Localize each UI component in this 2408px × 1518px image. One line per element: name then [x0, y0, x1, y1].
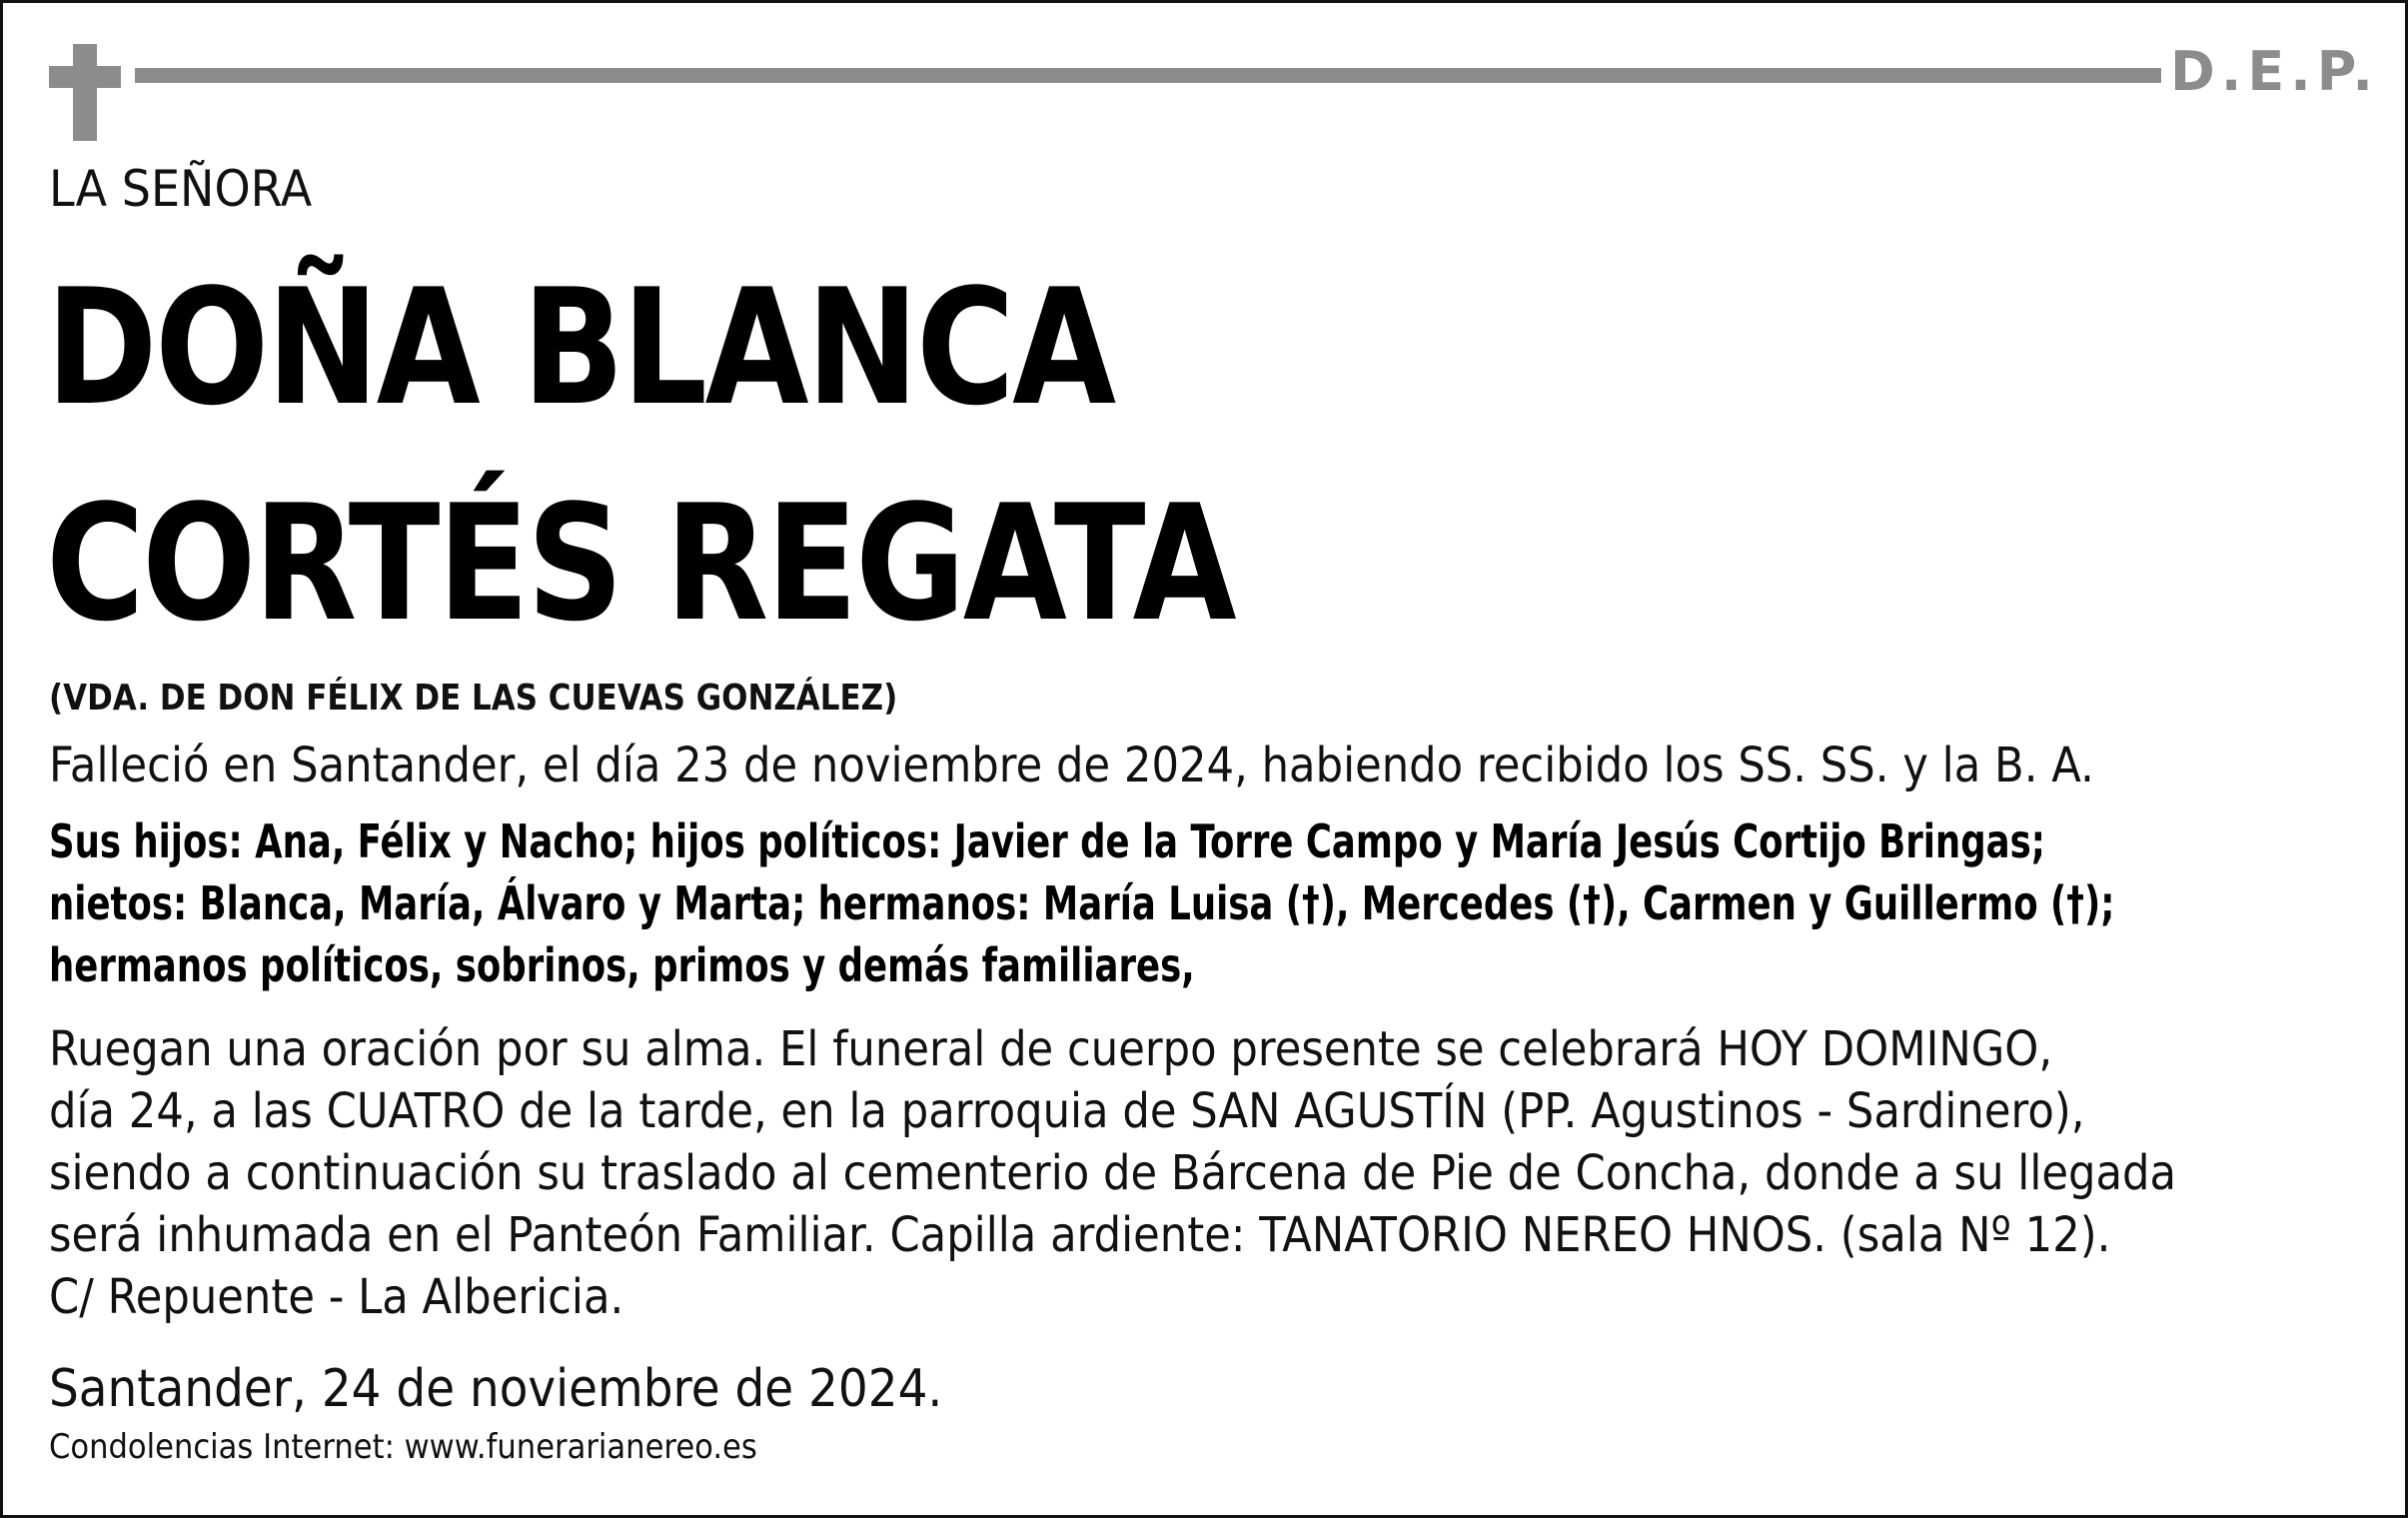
funeral-line-4: será inhumada en el Panteón Familiar. Capilla ardiente: TANATORIO NEREO HNOS. (sala Nº 12).: [49, 1207, 2111, 1263]
condolences-line: Condolencias Internet: www.funerarianereo.es: [49, 1427, 757, 1467]
funeral-line-1: Ruegan una oración por su alma. El funeral de cuerpo presente se celebrará HOY DOMINGO,: [49, 1021, 2053, 1077]
cross-icon: [49, 44, 121, 141]
widow-of-line: (VDA. DE DON FÉLIX DE LAS CUEVAS GONZÁLEZ): [49, 678, 898, 719]
family-line-2: nietos: Blanca, María, Álvaro y Marta; hermanos: María Luisa (†), Mercedes (†), Carmen y Guillermo (†);: [49, 876, 2115, 930]
family-line-1: Sus hijos: Ana, Félix y Nacho; hijos políticos: Javier de la Torre Campo y María Jesús Cortijo Bringas;: [49, 814, 2045, 868]
deceased-name-line2: CORTÉS REGATA: [46, 470, 1235, 657]
notice-intro: LA SEÑORA: [49, 160, 313, 218]
dep-label: D.E.P.: [2170, 40, 2379, 103]
funeral-line-3: siendo a continuación su traslado al cementerio de Bárcena de Pie de Concha, donde a su llegada: [49, 1145, 2177, 1201]
header-rule: [135, 68, 2161, 83]
funeral-line-5: C/ Repuente - La Albericia.: [49, 1269, 624, 1325]
deceased-name-line1: DOÑA BLANCA: [46, 254, 1114, 441]
death-line: Falleció en Santander, el día 23 de noviembre de 2024, habiendo recibido los SS. SS. y la B. A.: [49, 738, 2094, 793]
family-line-3: hermanos políticos, sobrinos, primos y demás familiares,: [49, 938, 1195, 992]
place-date: Santander, 24 de noviembre de 2024.: [49, 1359, 943, 1419]
funeral-line-2: día 24, a las CUATRO de la tarde, en la parroquia de SAN AGUSTÍN (PP. Agustinos - Sardinero),: [49, 1083, 2085, 1139]
